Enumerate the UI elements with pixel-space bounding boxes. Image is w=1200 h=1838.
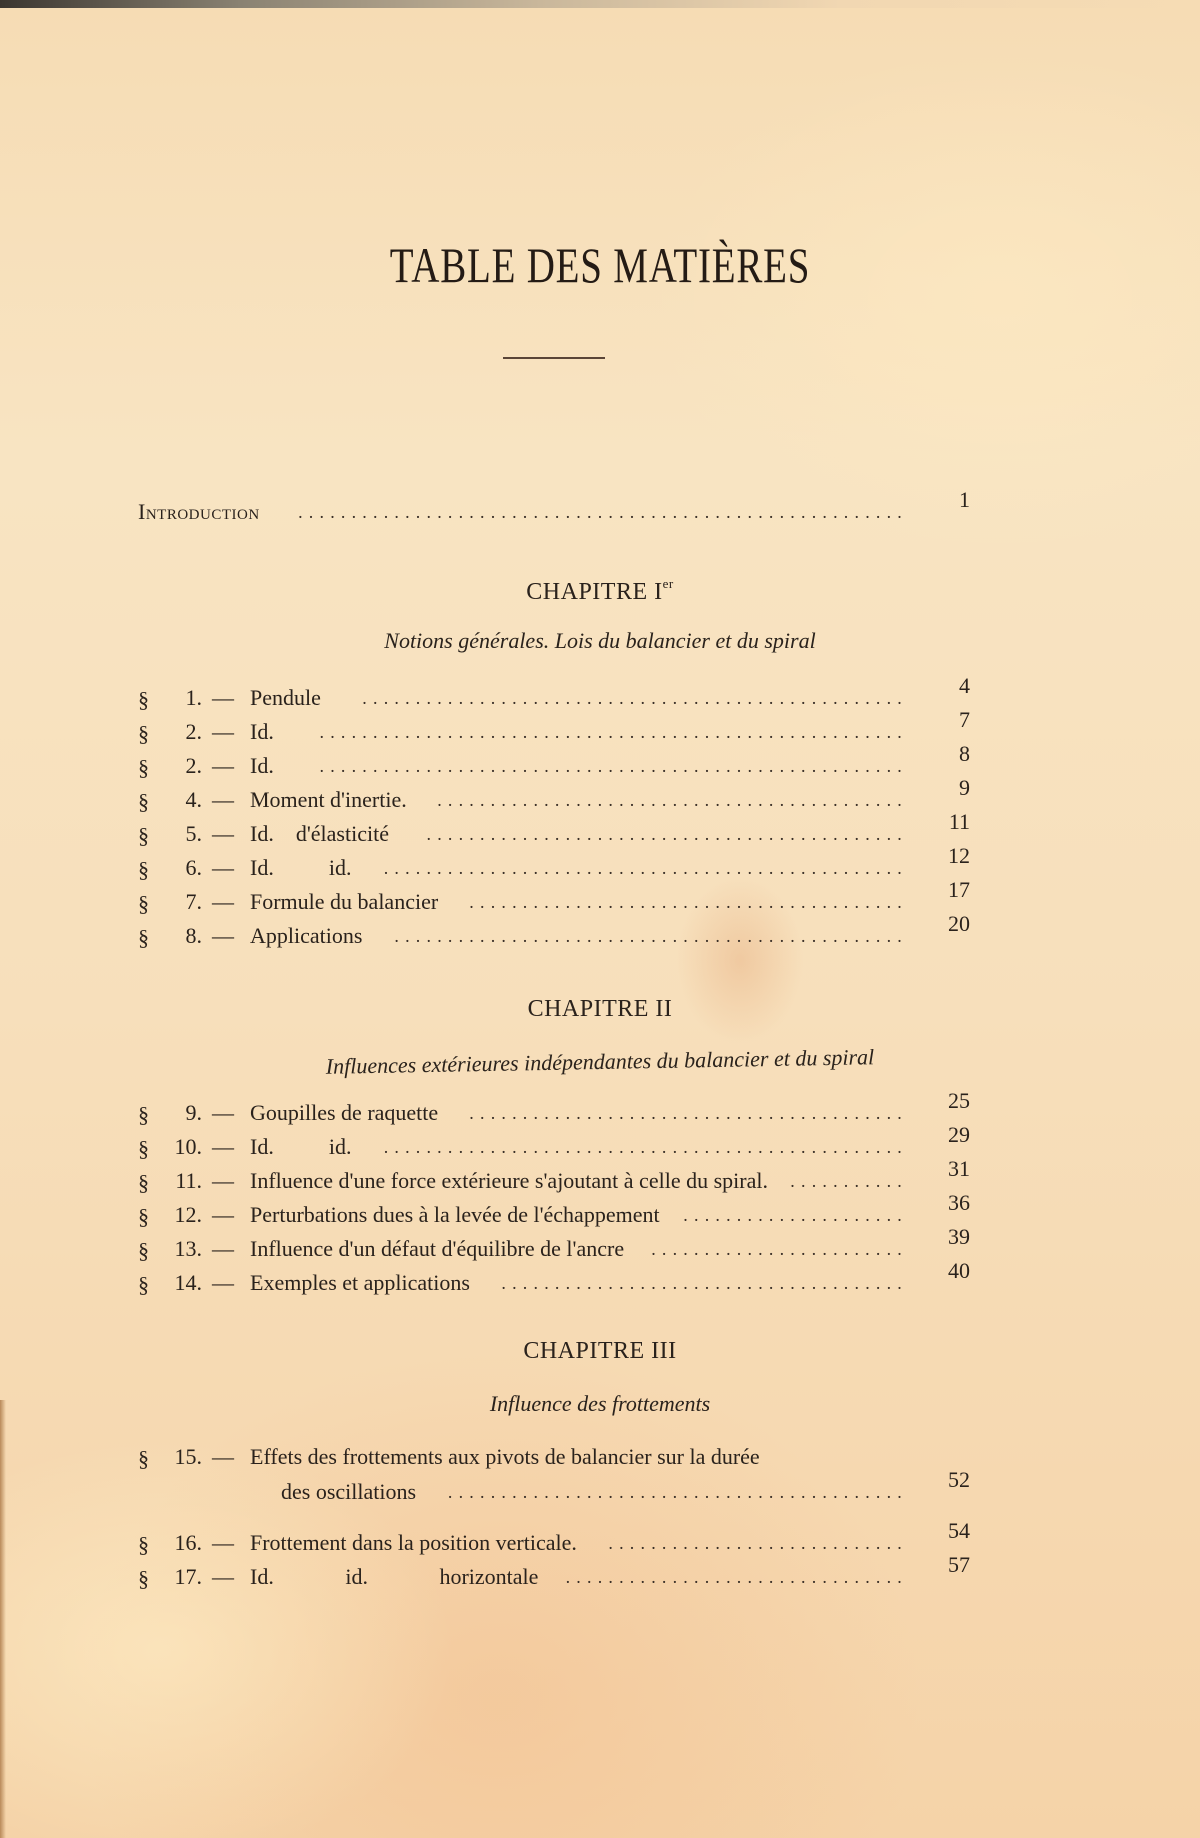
section-symbol: § (138, 755, 149, 780)
page-number: 25 (948, 1088, 970, 1113)
section-number: 1. (185, 685, 202, 710)
dot-leader: ..................... (683, 1205, 908, 1225)
section-number: 8. (185, 923, 202, 948)
page-number: 54 (948, 1518, 970, 1543)
section-number: 17. (174, 1564, 202, 1589)
section-title: Pendule (250, 685, 321, 710)
section-dash: — (212, 1202, 234, 1227)
section-dash: — (212, 1100, 234, 1125)
section-dash: — (212, 1444, 234, 1469)
page-number: 20 (948, 911, 970, 936)
section-title: Id. id. (250, 855, 352, 880)
section-title: Exemples et applications (250, 1270, 470, 1295)
dot-leader: ........... (790, 1171, 908, 1191)
section-title: Perturbations dues à la levée de l'échappement (250, 1202, 660, 1227)
chapter-heading: CHAPITRE II (527, 996, 673, 1022)
section-symbol: § (138, 1566, 149, 1591)
section-symbol: § (138, 1204, 149, 1229)
section-symbol: § (138, 1238, 149, 1263)
section-number: 16. (174, 1530, 202, 1555)
section-dash: — (212, 719, 234, 744)
page-number: 52 (948, 1467, 970, 1492)
page-number: 57 (948, 1552, 970, 1577)
dot-leader: ................................................... (362, 688, 908, 708)
section-dash: — (212, 821, 234, 846)
section-title: Goupilles de raquette (250, 1100, 439, 1125)
section-number: 13. (174, 1236, 202, 1261)
page-number: 29 (948, 1122, 970, 1147)
page-top-edge (0, 0, 1200, 8)
dot-leader: ......................................... (469, 892, 908, 912)
title-rule (503, 357, 605, 359)
dot-leader: ......................................................... (298, 502, 908, 522)
toc-entry[interactable] (138, 1122, 970, 1162)
section-title: Id. id. (250, 1134, 352, 1159)
section-title: Id. (250, 719, 274, 744)
toc-entry[interactable] (138, 843, 970, 883)
section-dash: — (212, 1236, 234, 1261)
chapter-heading (0, 578, 1200, 606)
toc-entry[interactable] (138, 877, 970, 917)
toc-introduction[interactable] (138, 487, 970, 527)
toc-entry[interactable] (138, 1552, 970, 1592)
page-number: 4 (959, 673, 970, 698)
section-symbol: § (138, 789, 149, 814)
section-title: Moment d'inertie. (250, 787, 407, 812)
section-dash: — (212, 1530, 234, 1555)
toc-entry[interactable] (138, 1088, 970, 1128)
section-title: Id. d'élasticité (250, 821, 389, 846)
section-number: 9. (185, 1100, 202, 1125)
section-symbol: § (138, 1170, 149, 1195)
section-title: Applications (250, 923, 363, 948)
chapter-subtitle: Influences extérieures indépendantes du balancier et du spiral (325, 1044, 875, 1079)
section-title-continuation: des oscillations (281, 1479, 417, 1504)
section-title: Id. id. horizontale (250, 1564, 539, 1589)
introduction-label: Introduction (138, 499, 260, 524)
toc-entry[interactable] (138, 809, 970, 849)
section-dash: — (212, 1564, 234, 1589)
section-symbol: § (138, 891, 149, 916)
page-number: 40 (948, 1258, 970, 1283)
section-number: 2. (185, 753, 202, 778)
dot-leader: ................................................ (394, 926, 908, 946)
section-dash: — (212, 889, 234, 914)
section-dash: — (212, 753, 234, 778)
section-title: Influence d'une force extérieure s'ajoutant à celle du spiral. (250, 1168, 768, 1193)
section-symbol: § (138, 1532, 149, 1557)
section-number: 11. (175, 1168, 202, 1193)
section-title: Id. (250, 753, 274, 778)
dot-leader: ................................................. (383, 858, 908, 878)
section-number: 10. (174, 1134, 202, 1159)
section-number: 7. (185, 889, 202, 914)
section-dash: — (212, 1134, 234, 1159)
dot-leader: ........................ (651, 1239, 908, 1259)
page-number: 31 (948, 1156, 970, 1181)
toc-entry[interactable] (138, 911, 970, 951)
section-dash: — (212, 923, 234, 948)
toc-entry[interactable] (138, 1224, 970, 1264)
page-title: TABLE DES MATIÈRES (389, 237, 811, 293)
dot-leader: ............................................. (426, 824, 908, 844)
dot-leader: ....................................................... (319, 722, 908, 742)
section-symbol: § (138, 925, 149, 950)
toc-entry[interactable] (138, 741, 970, 781)
page-number: 17 (948, 877, 970, 902)
section-number: 15. (174, 1444, 202, 1469)
toc-entry[interactable] (138, 1258, 970, 1298)
section-number: 4. (185, 787, 202, 812)
dot-leader: ...................................... (501, 1273, 908, 1293)
section-symbol: § (138, 721, 149, 746)
page-number: 36 (948, 1190, 970, 1215)
toc-entry[interactable] (138, 673, 970, 713)
section-symbol: § (138, 1446, 149, 1471)
dot-leader: ....................................................... (319, 756, 908, 776)
page-number: 39 (948, 1224, 970, 1249)
section-title: Frottement dans la position verticale. (250, 1530, 577, 1555)
page-number: 12 (948, 843, 970, 868)
section-symbol: § (138, 1272, 149, 1297)
section-symbol: § (138, 1102, 149, 1127)
page-left-edge (0, 1400, 6, 1838)
page-number: 9 (959, 775, 970, 800)
dot-leader: ................................................. (383, 1137, 908, 1157)
chapter-heading: CHAPITRE III (523, 1338, 677, 1364)
chapter-heading-text: CHAPITRE I (526, 579, 663, 605)
chapter-subtitle: Notions générales. Lois du balancier et du spiral (384, 628, 816, 653)
section-number: 2. (185, 719, 202, 744)
toc-entry[interactable] (138, 707, 970, 747)
toc-entry[interactable] (138, 775, 970, 815)
section-dash: — (212, 787, 234, 812)
page-number: 11 (948, 809, 970, 834)
dot-leader: ......................................... (469, 1103, 908, 1123)
page-number: 7 (959, 707, 970, 732)
toc-entry[interactable] (138, 1190, 970, 1230)
section-number: 14. (174, 1270, 202, 1295)
section-symbol: § (138, 687, 149, 712)
section-dash: — (212, 1270, 234, 1295)
section-number: 12. (174, 1202, 202, 1227)
dot-leader: ................................ (565, 1567, 908, 1587)
section-number: 5. (185, 821, 202, 846)
section-dash: — (212, 855, 234, 880)
dot-leader: ............................ (608, 1533, 908, 1553)
toc-entry-continuation[interactable] (143, 1467, 970, 1507)
chapter-heading-sup: er (662, 576, 674, 591)
dot-leader: ........................................... (447, 1482, 908, 1502)
section-dash: — (212, 685, 234, 710)
toc-entry[interactable] (138, 1518, 970, 1558)
section-dash: — (212, 1168, 234, 1193)
toc-entry[interactable] (138, 1156, 970, 1196)
section-symbol: § (138, 1136, 149, 1161)
toc-entry[interactable] (138, 1442, 970, 1472)
section-title: Influence d'un défaut d'équilibre de l'ancre (250, 1236, 625, 1261)
section-symbol: § (138, 823, 149, 848)
section-title: Formule du balancier (250, 889, 439, 914)
section-title: Effets des frottements aux pivots de balancier sur la durée (250, 1444, 760, 1469)
section-symbol: § (138, 857, 149, 882)
page-number: 8 (959, 741, 970, 766)
chapter-subtitle: Influence des frottements (489, 1391, 711, 1416)
page-number: 1 (959, 487, 970, 512)
dot-leader: ............................................ (437, 790, 908, 810)
section-number: 6. (185, 855, 202, 880)
